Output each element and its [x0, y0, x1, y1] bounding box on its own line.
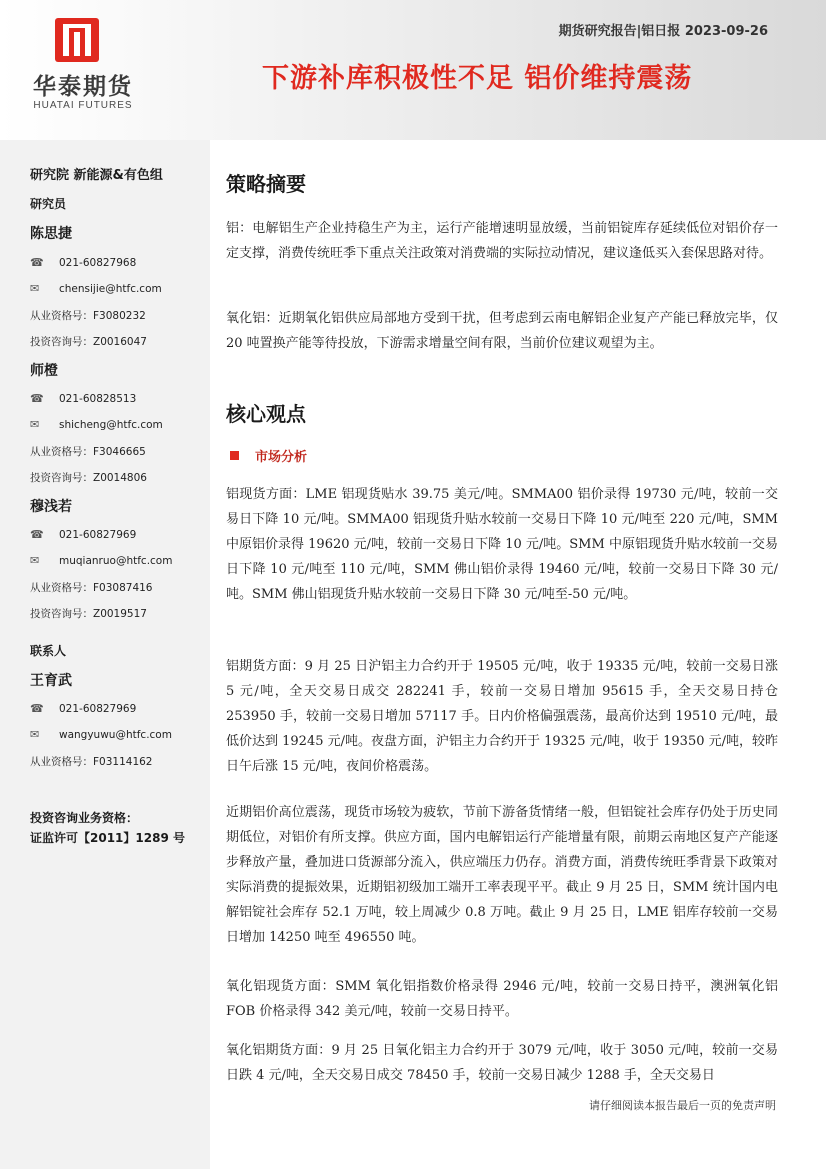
researcher-name: 陈思捷 [30, 226, 72, 242]
researcher-phone: ☎ 021-60827969 [30, 528, 137, 541]
researcher-email[interactable]: ✉ shicheng@htfc.com [30, 418, 163, 431]
contact-name: 王育武 [30, 673, 72, 689]
email-icon: ✉ [30, 282, 40, 295]
contact-license: 从业资格号： F03114162 [30, 755, 153, 768]
contact-email[interactable]: ✉ wangyuwu@htfc.com [30, 728, 172, 741]
researcher-phone: ☎ 021-60828513 [30, 392, 137, 405]
qualification-line2: 证监许可【2011】1289 号 [30, 831, 185, 845]
email-icon: ✉ [30, 418, 40, 431]
researcher-name: 师橙 [30, 363, 58, 379]
author-sidebar [0, 140, 210, 1169]
qualification-line1: 投资咨询业务资格： [30, 811, 139, 825]
researcher-license: 从业资格号： F3080232 [30, 309, 146, 322]
phone-icon: ☎ [30, 392, 44, 405]
researcher-email[interactable]: ✉ muqianruo@htfc.com [30, 554, 173, 567]
market-paragraph: 铝现货方面：LME 铝现货贴水 39.75 美元/吨。SMMA00 铝价录得 19730 元/吨，较前一交易日下降 10 元/吨。SMMA00 铝现货升贴水较前一交易日下降 10 元/吨至 220 元/吨，SMM 中原铝价录得 19620 元/吨，较前一交易日下降 10 元/吨。SMM 中原铝现货升贴水较前一交易日下降 10 元/吨至 110 元/吨，SMM 佛山铝价录得 19460 元/吨，较前一交易日下降 30 元/吨。SMM 佛山铝现货升贴水较前一交易日下降 30 元/吨至-50 元/吨。 [226, 487, 778, 602]
researcher-consult-no: 投资咨询号： Z0016047 [30, 335, 147, 348]
market-subheading: 市场分析 [230, 446, 307, 465]
strategy-paragraph: 铝：电解铝生产企业持稳生产为主，运行产能增速明显放缓，当前铝锭库存延续低位对铝价存一定支撑，消费传统旺季下重点关注政策对消费端的实际拉动情况，建议逢低买入套保思路对待。 [226, 221, 778, 261]
phone-icon: ☎ [30, 256, 44, 269]
core-heading: 核心观点 [226, 402, 306, 426]
researcher-license: 从业资格号： F3046665 [30, 445, 146, 458]
market-paragraph: 近期铝价高位震荡，现货市场较为疲软，节前下游备货情绪一般，但铝锭社会库存仍处于历史同期低位，对铝价有所支撑。供应方面，国内电解铝运行产能增量有限，前期云南地区复产产能逐步释放产量，叠加进口货源部分流入，供应端压力仍存。消费方面，消费传统旺季背景下政策对实际消费的提振效果，近期铝初级加工端开工率表现平平。截止 9 月 25 日，SMM 统计国内电解铝锭社会库存 52.1 万吨，较上周减少 0.8 万吨。截止 9 月 25 日，LME 铝库存较前一交易日增加 14250 吨至 496550 吨。 [226, 805, 778, 945]
researcher-consult-no: 投资咨询号： Z0014806 [30, 471, 147, 484]
bullet-square-icon [230, 451, 239, 460]
phone-icon: ☎ [30, 702, 44, 715]
market-paragraph: 氧化铝现货方面：SMM 氧化铝指数价格录得 2946 元/吨，较前一交易日持平，澳洲氧化铝 FOB 价格录得 342 美元/吨，较前一交易日持平。 [226, 979, 778, 1019]
email-icon: ✉ [30, 554, 40, 567]
logo-chinese-name: 华泰期货 [33, 74, 133, 100]
strategy-heading: 策略摘要 [226, 172, 306, 196]
researcher-name: 穆浅若 [30, 499, 72, 515]
contact-label: 联系人 [30, 644, 67, 658]
market-paragraph: 铝期货方面：9 月 25 日沪铝主力合约开于 19505 元/吨，收于 19335 元/吨，较前一交易日涨 5 元/吨，全天交易日成交 282241 手，较前一交易日增加 95615 手，全天交易日持仓 253950 手，较前一交易日增加 57117 手。日内价格偏强震荡，最高价达到 19510 元/吨，最低价达到 19245 元/吨。夜盘方面，沪铝主力合约开于 19325 元/吨，收于 19350 元/吨，较昨日午后涨 15 元/吨，夜间价格震荡。 [226, 659, 778, 774]
researcher-license: 从业资格号： F03087416 [30, 581, 153, 594]
researcher-email[interactable]: ✉ chensijie@htfc.com [30, 282, 162, 295]
logo-mark-icon [55, 18, 99, 62]
report-title: 下游补库积极性不足 铝价维持震荡 [262, 63, 693, 94]
logo-english-name: HUATAI FUTURES [33, 100, 133, 111]
market-paragraph: 氧化铝期货方面：9 月 25 日氧化铝主力合约开于 3079 元/吨，收于 3050 元/吨，较前一交易日跌 4 元/吨，全天交易日成交 78450 手，较前一交易日减少 1288 手，全天交易日 [226, 1043, 778, 1083]
email-icon: ✉ [30, 728, 40, 741]
department-label: 研究院 新能源&有色组 [30, 168, 163, 183]
report-meta: 期货研究报告|铝日报 2023-09-26 [558, 24, 768, 39]
contact-phone: ☎ 021-60827969 [30, 702, 137, 715]
researcher-consult-no: 投资咨询号： Z0019517 [30, 607, 147, 620]
disclaimer-footer: 请仔细阅读本报告最后一页的免责声明 [589, 1099, 776, 1112]
researcher-label: 研究员 [30, 197, 67, 211]
researcher-phone: ☎ 021-60827968 [30, 256, 137, 269]
phone-icon: ☎ [30, 528, 44, 541]
report-header [0, 0, 826, 140]
strategy-paragraph: 氧化铝：近期氧化铝供应局部地方受到干扰，但考虑到云南电解铝企业复产产能已释放完毕，仅 20 吨置换产能等待投放，下游需求增量空间有限，当前价位建议观望为主。 [226, 311, 778, 351]
company-logo [28, 14, 138, 114]
